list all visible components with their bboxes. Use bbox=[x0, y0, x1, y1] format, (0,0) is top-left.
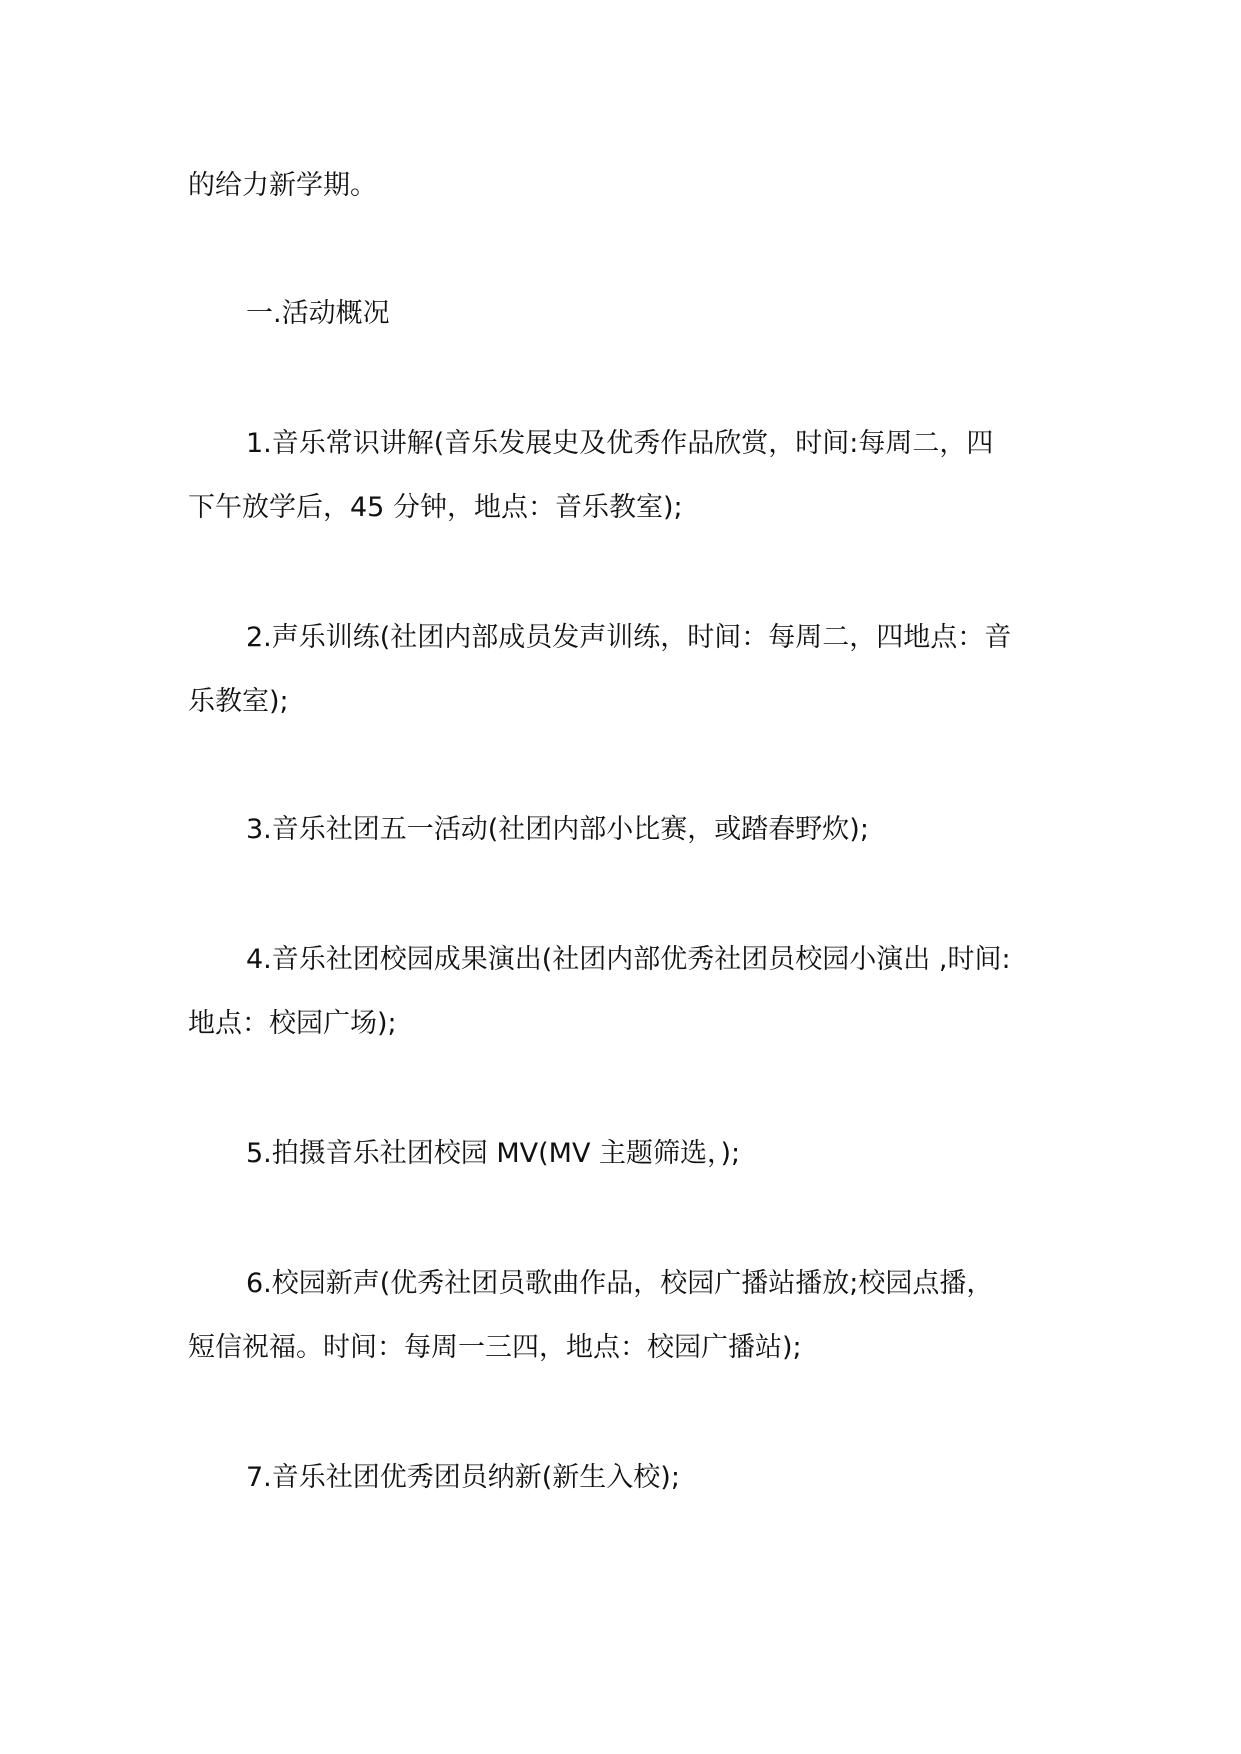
section-heading: 一.活动概况 bbox=[246, 298, 390, 329]
list-item-6-line-1: 6.校园新声(优秀社团员歌曲作品，校园广播站播放;校园点播， bbox=[246, 1268, 994, 1299]
list-item-4-line-1: 4.音乐社团校园成果演出(社团内部优秀社团员校园小演出 ,时间: bbox=[246, 944, 1011, 975]
list-item-2-line-1: 2.声乐训练(社团内部成员发声训练，时间：每周二，四地点：音 bbox=[246, 622, 1012, 653]
list-item-1-line-2: 下午放学后，45 分钟，地点：音乐教室); bbox=[188, 492, 683, 523]
list-item-1-line-1: 1.音乐常识讲解(音乐发展史及优秀作品欣赏，时间:每周二，四 bbox=[246, 428, 994, 459]
list-item-6-line-2: 短信祝福。时间：每周一三四，地点：校园广播站); bbox=[188, 1332, 802, 1363]
list-item-3: 3.音乐社团五一活动(社团内部小比赛，或踏春野炊); bbox=[246, 814, 869, 845]
list-item-7: 7.音乐社团优秀团员纳新(新生入校); bbox=[246, 1462, 680, 1493]
list-item-5: 5.拍摄音乐社团校园 MV(MV 主题筛选，); bbox=[246, 1138, 741, 1169]
list-item-2-line-2: 乐教室); bbox=[188, 686, 289, 717]
paragraph-continuation: 的给力新学期。 bbox=[188, 170, 377, 201]
list-item-4-line-2: 地点：校园广场); bbox=[188, 1008, 397, 1039]
